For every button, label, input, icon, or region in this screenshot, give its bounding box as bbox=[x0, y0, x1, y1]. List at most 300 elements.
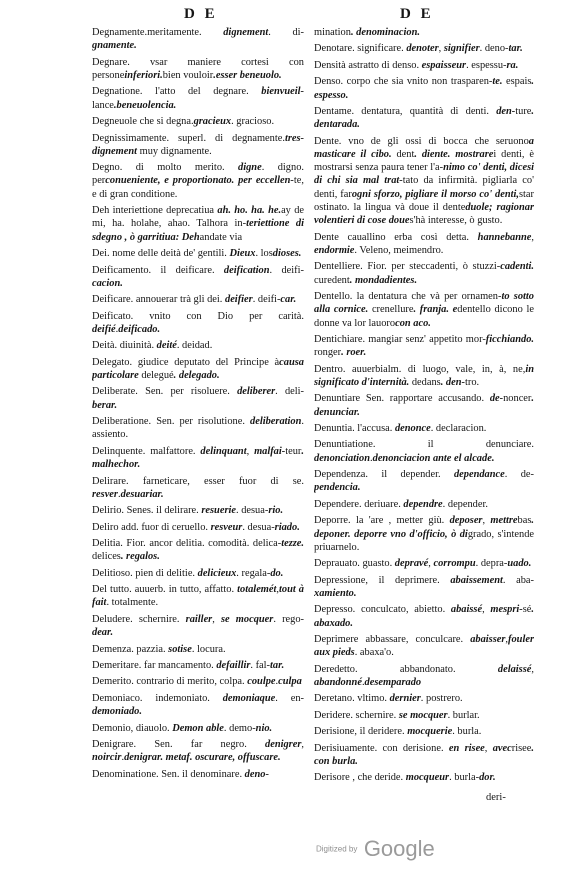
french-equivalent: defaillir bbox=[216, 660, 251, 671]
french-equivalent: abaissé bbox=[450, 604, 483, 616]
french-equivalent: uado. bbox=[507, 558, 532, 570]
entry-line bbox=[92, 613, 304, 640]
french-equivalent: resver bbox=[92, 488, 118, 500]
dictionary-entry bbox=[84, 56, 304, 83]
entry-text: Denotare. significare. bbox=[314, 43, 407, 55]
french-equivalent: deifier bbox=[225, 294, 253, 306]
entry-line bbox=[314, 333, 534, 360]
entry-text: crenellure bbox=[371, 304, 414, 316]
entry-text: Demeritare. far mancamento. bbox=[92, 660, 217, 671]
entry-text: . assiento. bbox=[92, 416, 304, 441]
french-equivalent: delaissé bbox=[497, 663, 532, 675]
entry-text: ay de mi, ha. holahe, ahao. Talhora in- bbox=[92, 205, 304, 230]
french-equivalent: mocqueur bbox=[405, 772, 450, 784]
running-header-right: D E bbox=[400, 6, 434, 22]
entry-line bbox=[314, 422, 534, 435]
dictionary-entry bbox=[84, 583, 304, 610]
french-equivalent: culpa bbox=[278, 676, 302, 688]
french-equivalent: con aco. bbox=[395, 317, 431, 329]
dictionary-entry bbox=[306, 260, 534, 287]
french-equivalent: denonciacion ante el alcade. bbox=[372, 452, 495, 464]
entry-text: Denso. corpo che sia vnito non trasparen- bbox=[314, 76, 493, 88]
entry-text: . en- bbox=[275, 692, 304, 704]
dictionary-entry bbox=[306, 468, 534, 495]
entry-line bbox=[92, 475, 304, 502]
entry-text: . di- bbox=[268, 27, 304, 38]
entry-line bbox=[92, 692, 304, 719]
entry-line bbox=[92, 722, 304, 735]
entry-text: , bbox=[505, 634, 509, 645]
french-equivalent: dependance bbox=[453, 469, 505, 481]
dictionary-entry bbox=[84, 567, 304, 580]
french-equivalent: dioses. bbox=[272, 248, 302, 260]
french-equivalent: . mondadientes. bbox=[349, 274, 418, 286]
entry-line bbox=[314, 709, 534, 722]
entry-line bbox=[92, 26, 304, 53]
entry-text: dedans bbox=[411, 376, 441, 388]
entry-text: risee bbox=[511, 742, 532, 754]
entry-line bbox=[314, 498, 534, 511]
french-equivalent: . den- bbox=[440, 376, 465, 388]
entry-text: , bbox=[301, 739, 304, 750]
entry-text: . los bbox=[255, 248, 273, 260]
french-equivalent: resveur bbox=[210, 521, 243, 533]
french-equivalent: tout à fait bbox=[92, 584, 304, 609]
entry-text: , bbox=[531, 231, 534, 243]
french-equivalent: tezze. bbox=[281, 538, 304, 550]
dictionary-entry bbox=[84, 247, 304, 260]
french-equivalent: . roer. bbox=[341, 347, 367, 359]
french-equivalent: resuerie bbox=[201, 505, 236, 517]
entry-line bbox=[92, 643, 304, 656]
dictionary-entry bbox=[306, 603, 534, 630]
entry-text: . regala- bbox=[236, 567, 271, 579]
dictionary-entry bbox=[84, 722, 304, 735]
french-equivalent: ah. ho. ha. he. bbox=[217, 205, 282, 217]
entry-text: , bbox=[482, 515, 491, 527]
entry-text: . deifi- bbox=[252, 294, 281, 306]
dictionary-entry bbox=[306, 725, 534, 738]
entry-line bbox=[92, 521, 304, 534]
french-equivalent: . espesso. bbox=[314, 76, 534, 101]
entry-text: . totalmente. bbox=[106, 597, 159, 609]
entry-text: Denigrare. Sen. far negro. bbox=[92, 739, 266, 750]
dictionary-entry bbox=[306, 663, 534, 690]
dictionary-entry bbox=[84, 264, 304, 291]
french-equivalent: depravé bbox=[394, 558, 429, 570]
french-equivalent: inferiori. bbox=[124, 69, 163, 81]
entry-text: Delitioso. pien di delitie. bbox=[92, 567, 198, 579]
entry-text: curedent bbox=[314, 274, 350, 286]
french-equivalent: . regalos. bbox=[120, 551, 160, 563]
french-equivalent: signifier bbox=[443, 43, 480, 55]
french-equivalent: deifié bbox=[92, 323, 116, 335]
entry-text: . bbox=[115, 323, 119, 335]
french-equivalent: . denunciar. bbox=[314, 393, 534, 418]
entry-line bbox=[92, 132, 304, 159]
french-equivalent: espaisseur bbox=[421, 59, 467, 71]
dictionary-entry bbox=[306, 59, 534, 72]
dictionary-entry bbox=[306, 290, 534, 330]
entry-line bbox=[92, 567, 304, 580]
french-equivalent: corrompu bbox=[433, 558, 476, 570]
entry-text: . demo- bbox=[223, 722, 256, 734]
entry-text: Degno. di molto merito. bbox=[92, 162, 239, 174]
entry-text: dent bbox=[396, 148, 415, 160]
dictionary-entry bbox=[84, 613, 304, 640]
entry-text: . deifi- bbox=[269, 264, 304, 276]
left-column bbox=[84, 26, 304, 784]
entry-text: s'hà interesse, ò gusto. bbox=[409, 215, 503, 227]
french-equivalent: rio. bbox=[268, 505, 284, 517]
french-equivalent: denonce bbox=[394, 423, 431, 434]
entry-text: Deporre. la 'are , metter giù. bbox=[314, 515, 450, 527]
entry-line bbox=[92, 738, 304, 765]
entry-text: Depresso. conculcato, abietto. bbox=[314, 604, 451, 616]
entry-line bbox=[92, 161, 304, 201]
entry-text: Dependere. deriuare. bbox=[314, 498, 404, 510]
entry-line bbox=[314, 603, 534, 630]
entry-text: . depender. bbox=[442, 498, 488, 510]
entry-text: i denti, è mostrarsi senza paura tener l'a- bbox=[314, 148, 534, 174]
entry-line bbox=[92, 204, 304, 244]
dictionary-entry bbox=[306, 438, 534, 465]
french-equivalent: nio. bbox=[255, 722, 273, 734]
entry-line bbox=[92, 339, 304, 352]
dictionary-entry bbox=[84, 504, 304, 517]
entry-text: , bbox=[276, 584, 279, 596]
french-equivalent: .beneuolencia. bbox=[113, 99, 177, 111]
dictionary-entry bbox=[84, 204, 304, 244]
entry-line bbox=[314, 26, 534, 39]
french-equivalent: deno- bbox=[244, 768, 269, 780]
entry-text: Deh interiettione deprecatiua bbox=[92, 205, 218, 217]
entry-text: sé bbox=[522, 604, 532, 616]
french-equivalent: deificado. bbox=[118, 323, 161, 335]
french-equivalent: . denominacion. bbox=[350, 27, 420, 38]
entry-text: teur bbox=[285, 445, 302, 457]
entry-line bbox=[92, 385, 304, 412]
entry-text: star ostinato. la lingua và doue il dente bbox=[314, 188, 534, 213]
french-equivalent: coulpe bbox=[247, 676, 276, 688]
entry-text: Demoniaco. indemoniato. bbox=[92, 692, 223, 704]
french-equivalent: to sotto alla cornice. bbox=[314, 291, 534, 316]
dictionary-entry bbox=[306, 135, 534, 228]
entry-text: , bbox=[482, 604, 491, 616]
entry-line bbox=[92, 768, 304, 781]
entry-text: delices bbox=[92, 551, 121, 563]
french-equivalent: te. bbox=[492, 76, 506, 88]
entry-line bbox=[314, 633, 534, 660]
french-equivalent: desemparado bbox=[364, 676, 422, 688]
french-equivalent: railler bbox=[185, 613, 213, 625]
entry-line bbox=[92, 675, 304, 688]
entry-text: tato da infirmità. pigliarla co' denti, far bbox=[314, 175, 534, 200]
entry-line bbox=[92, 56, 304, 83]
french-equivalent: hannebanne bbox=[477, 231, 532, 243]
dictionary-entry bbox=[84, 132, 304, 159]
french-equivalent: mettre bbox=[490, 515, 518, 527]
french-equivalent: deposer bbox=[449, 515, 483, 527]
entry-text: . depra- bbox=[475, 558, 508, 570]
entry-line bbox=[314, 231, 534, 258]
french-equivalent: cadenti. bbox=[500, 261, 534, 273]
catchword: deri- bbox=[486, 792, 506, 803]
french-equivalent: pendencia. bbox=[314, 482, 361, 494]
entry-line bbox=[92, 310, 304, 337]
french-equivalent: dernier bbox=[389, 693, 421, 705]
dictionary-entry bbox=[84, 310, 304, 337]
french-equivalent: tar. bbox=[508, 43, 523, 55]
entry-text: Delirare. farneticare, esser fuor di se. bbox=[92, 475, 304, 487]
entry-text: Derisiuamente. con derisione. bbox=[314, 742, 449, 754]
dictionary-entry bbox=[306, 333, 534, 360]
dictionary-entry bbox=[84, 738, 304, 765]
entry-text: . burla. bbox=[452, 726, 482, 738]
entry-text: Densità astratto di denso. bbox=[314, 59, 422, 71]
french-equivalent: abaissement bbox=[450, 574, 503, 586]
entry-text: . deli- bbox=[275, 386, 304, 398]
digitized-by-google-watermark bbox=[316, 836, 435, 862]
entry-text: Denuntiare Sen. rapportare accusando. bbox=[314, 393, 490, 405]
entry-line bbox=[314, 725, 534, 738]
entry-line bbox=[314, 75, 534, 102]
dictionary-entry bbox=[84, 675, 304, 688]
french-equivalent: .esser beneuolo. bbox=[213, 69, 282, 81]
french-equivalent: nimo co' denti, dicesi di chi sia mal trat- bbox=[314, 162, 534, 187]
entry-line bbox=[92, 659, 304, 672]
entry-text: . burlar. bbox=[447, 709, 480, 721]
entry-text: Deliro add. fuor di ceruello. bbox=[92, 521, 211, 533]
dictionary-entry bbox=[306, 363, 534, 390]
entry-text: , bbox=[531, 663, 534, 675]
french-equivalent: . dentarada. bbox=[314, 106, 534, 131]
french-equivalent: cacion. bbox=[92, 277, 123, 289]
right-column bbox=[306, 26, 534, 788]
entry-line bbox=[314, 771, 534, 784]
entry-line bbox=[92, 293, 304, 306]
french-equivalent: ogni sforzo, pigliare il morso co' denti, bbox=[351, 188, 519, 200]
dictionary-entry bbox=[84, 659, 304, 672]
entry-text: . bbox=[275, 676, 279, 688]
entry-line bbox=[314, 692, 534, 705]
entry-text: . bbox=[121, 752, 125, 764]
entry-text: . aba- bbox=[502, 574, 534, 586]
dictionary-entry bbox=[84, 475, 304, 502]
french-equivalent: abandonné bbox=[314, 676, 362, 688]
dictionary-entry bbox=[306, 633, 534, 660]
entry-text: . Veleno, meimendro. bbox=[354, 244, 444, 256]
french-equivalent: . con burla. bbox=[314, 742, 534, 767]
entry-line bbox=[314, 742, 534, 769]
dictionary-entry bbox=[306, 709, 534, 722]
entry-text: . postrero. bbox=[420, 693, 463, 705]
entry-line bbox=[92, 85, 304, 112]
entry-text: , bbox=[438, 43, 444, 55]
entry-text: . deidad. bbox=[176, 340, 213, 352]
french-equivalent: tres-dignement bbox=[92, 132, 304, 157]
entry-text: Dentichiare. mangiar senz' appetito mor- bbox=[314, 333, 486, 345]
entry-text: Deridere. schernire. bbox=[314, 709, 399, 721]
entry-text: . espessu- bbox=[466, 59, 507, 71]
entry-text: . gracioso. bbox=[231, 116, 275, 128]
french-equivalent: dor. bbox=[479, 772, 496, 784]
entry-text: noncer bbox=[503, 393, 532, 405]
dictionary-entry bbox=[84, 385, 304, 412]
french-equivalent: demoniado. bbox=[92, 706, 142, 718]
dictionary-entry bbox=[306, 26, 534, 39]
entry-text: . de- bbox=[504, 469, 534, 481]
entry-text: . bbox=[117, 488, 121, 500]
entry-text: muy dignamente. bbox=[137, 145, 212, 157]
entry-text: Dentello. la dentatura che và per ornamen- bbox=[314, 291, 502, 302]
dictionary-entry bbox=[84, 537, 304, 564]
entry-text: Dependenza. il depender. bbox=[314, 469, 454, 481]
entry-text: bien vouloir bbox=[162, 69, 214, 81]
entry-text: Delirio. Senes. il delirare. bbox=[92, 505, 202, 517]
french-equivalent: ra. bbox=[506, 59, 519, 71]
entry-line bbox=[92, 247, 304, 260]
french-equivalent: deliberer bbox=[237, 386, 276, 398]
french-equivalent: digne bbox=[238, 162, 262, 174]
entry-text: . desua- bbox=[242, 521, 275, 533]
entry-line bbox=[314, 42, 534, 55]
french-equivalent: . diente. mostrare bbox=[414, 148, 494, 160]
dictionary-entry bbox=[84, 115, 304, 128]
entry-text: , bbox=[212, 613, 221, 625]
french-equivalent: . abaxado. bbox=[314, 604, 534, 629]
french-equivalent: malfai- bbox=[254, 445, 286, 457]
french-equivalent: delinquant bbox=[200, 445, 247, 457]
entry-text: grado, s'intende priuarnelo. bbox=[314, 528, 534, 553]
entry-line bbox=[314, 468, 534, 495]
french-equivalent: . delegado. bbox=[173, 370, 220, 381]
entry-text: Deificamento. il deificare. bbox=[92, 264, 224, 276]
entry-text: Degnamente.meritamente. bbox=[92, 27, 224, 38]
entry-line bbox=[92, 415, 304, 442]
french-equivalent: endormie bbox=[314, 244, 355, 256]
entry-line bbox=[314, 438, 534, 465]
entry-text: , bbox=[428, 558, 434, 570]
entry-text: Deredetto. abbandonato. bbox=[314, 663, 498, 675]
entry-text: Delitia. Fior. ancor delitia. comodità. delica- bbox=[92, 538, 282, 550]
entry-text: Denuntiatione. il denunciare. bbox=[314, 439, 534, 451]
dictionary-entry bbox=[306, 42, 534, 55]
french-equivalent: mespri- bbox=[490, 604, 523, 616]
entry-text: lance bbox=[92, 99, 114, 111]
dictionary-entry bbox=[84, 521, 304, 534]
french-equivalent: desuariar. bbox=[120, 488, 164, 500]
entry-text: Dente. vno de gli ossi di bocca che seruono bbox=[314, 135, 529, 147]
entry-line bbox=[92, 115, 304, 128]
entry-text: Dentro. auuerbialm. di luogo, vale, in, à, ne, bbox=[314, 363, 526, 375]
entry-text: Degnatione. l'atto del degnare. bbox=[92, 86, 262, 98]
french-equivalent: denigrer bbox=[265, 739, 302, 750]
french-equivalent: duole; ragionar volentieri di cose doue bbox=[314, 201, 534, 227]
entry-text: Dei. nome delle deità de' gentili. bbox=[92, 248, 230, 260]
french-equivalent: Dieux bbox=[229, 248, 256, 260]
footer-prefix: Digitized by bbox=[316, 844, 358, 854]
french-equivalent: denoter bbox=[406, 43, 439, 55]
entry-text: andate via bbox=[199, 231, 243, 243]
french-equivalent: bienvueil- bbox=[261, 86, 304, 98]
dictionary-entry bbox=[84, 85, 304, 112]
entry-line bbox=[314, 59, 534, 72]
french-equivalent: causa particolare bbox=[92, 356, 304, 381]
dictionary-entry bbox=[84, 356, 304, 383]
french-equivalent: teriettione di sdegno , ò garritiua: Deh bbox=[92, 218, 304, 243]
french-equivalent: in significato d'internità. bbox=[314, 363, 534, 388]
entry-line bbox=[314, 514, 534, 554]
entry-text: Deificato. vnito con Dio per carità. bbox=[92, 310, 304, 322]
french-equivalent: en risee bbox=[448, 742, 485, 754]
dictionary-entry bbox=[84, 26, 304, 53]
french-equivalent: se mocquer bbox=[398, 709, 448, 721]
entry-text: mination bbox=[314, 27, 351, 38]
entry-text: ture bbox=[515, 106, 532, 117]
entry-line bbox=[314, 663, 534, 690]
entry-text: . bbox=[370, 452, 373, 464]
dictionary-entry bbox=[84, 293, 304, 306]
dictionary-entry bbox=[306, 105, 534, 132]
french-equivalent: . malhechor. bbox=[92, 445, 304, 471]
entry-text: . desua- bbox=[236, 505, 269, 517]
dictionary-entry bbox=[306, 392, 534, 419]
google-logo: Google bbox=[363, 836, 435, 861]
french-equivalent: denonciation bbox=[314, 452, 371, 464]
french-equivalent: den- bbox=[496, 106, 516, 117]
entry-text: Dente cauallino erba così detta. bbox=[314, 231, 478, 243]
entry-text: Dentame. dentatura, quantità di denti. bbox=[314, 106, 497, 117]
entry-text: . locura. bbox=[191, 643, 226, 655]
dictionary-entry bbox=[84, 692, 304, 719]
dictionary-entry bbox=[84, 643, 304, 656]
entry-line bbox=[314, 290, 534, 330]
entry-text: Deità. diuinità. bbox=[92, 340, 157, 352]
entry-text: Deludere. schernire. bbox=[92, 613, 186, 625]
entry-line bbox=[92, 583, 304, 610]
entry-line bbox=[314, 135, 534, 228]
french-equivalent: avec bbox=[492, 742, 512, 754]
entry-text: bas bbox=[517, 515, 532, 527]
entry-text: Degnissimamente. superl. di degnamente. bbox=[92, 132, 285, 144]
entry-text: Dentelliere. Fior. per steccadenti, ò stuzzi- bbox=[314, 261, 501, 273]
entry-text: . bbox=[361, 676, 365, 688]
entry-text: , bbox=[246, 445, 255, 457]
entry-text: Deliberatione. Sen. per risolutione. bbox=[92, 416, 251, 428]
french-equivalent: able bbox=[206, 722, 224, 734]
french-equivalent: conueniente, e proportionato. per eccellen- bbox=[105, 175, 294, 187]
french-equivalent: deification bbox=[223, 264, 270, 276]
entry-text: . abaxa'o. bbox=[354, 647, 394, 659]
dictionary-entry bbox=[306, 742, 534, 769]
entry-line bbox=[314, 574, 534, 601]
entry-text: Denuntia. l'accusa. bbox=[314, 423, 395, 434]
entry-text: Degneuole che si degna. bbox=[92, 116, 194, 128]
french-equivalent: noircir bbox=[92, 752, 122, 764]
french-equivalent: deité bbox=[156, 340, 177, 352]
french-equivalent: riado. bbox=[274, 521, 300, 533]
entry-text: . burla- bbox=[449, 772, 480, 784]
french-equivalent: delicieux bbox=[197, 567, 237, 579]
entry-text: Derisore , che deride. bbox=[314, 772, 406, 784]
french-equivalent: fouler aux pieds bbox=[314, 634, 534, 659]
dictionary-entry bbox=[84, 339, 304, 352]
entry-line bbox=[314, 105, 534, 132]
entry-text: , bbox=[484, 742, 493, 754]
entry-text: Deprimere abbassare, conculcare. bbox=[314, 634, 471, 645]
entry-text: Del tutto. auuerb. in tutto, affatto. bbox=[92, 584, 238, 596]
